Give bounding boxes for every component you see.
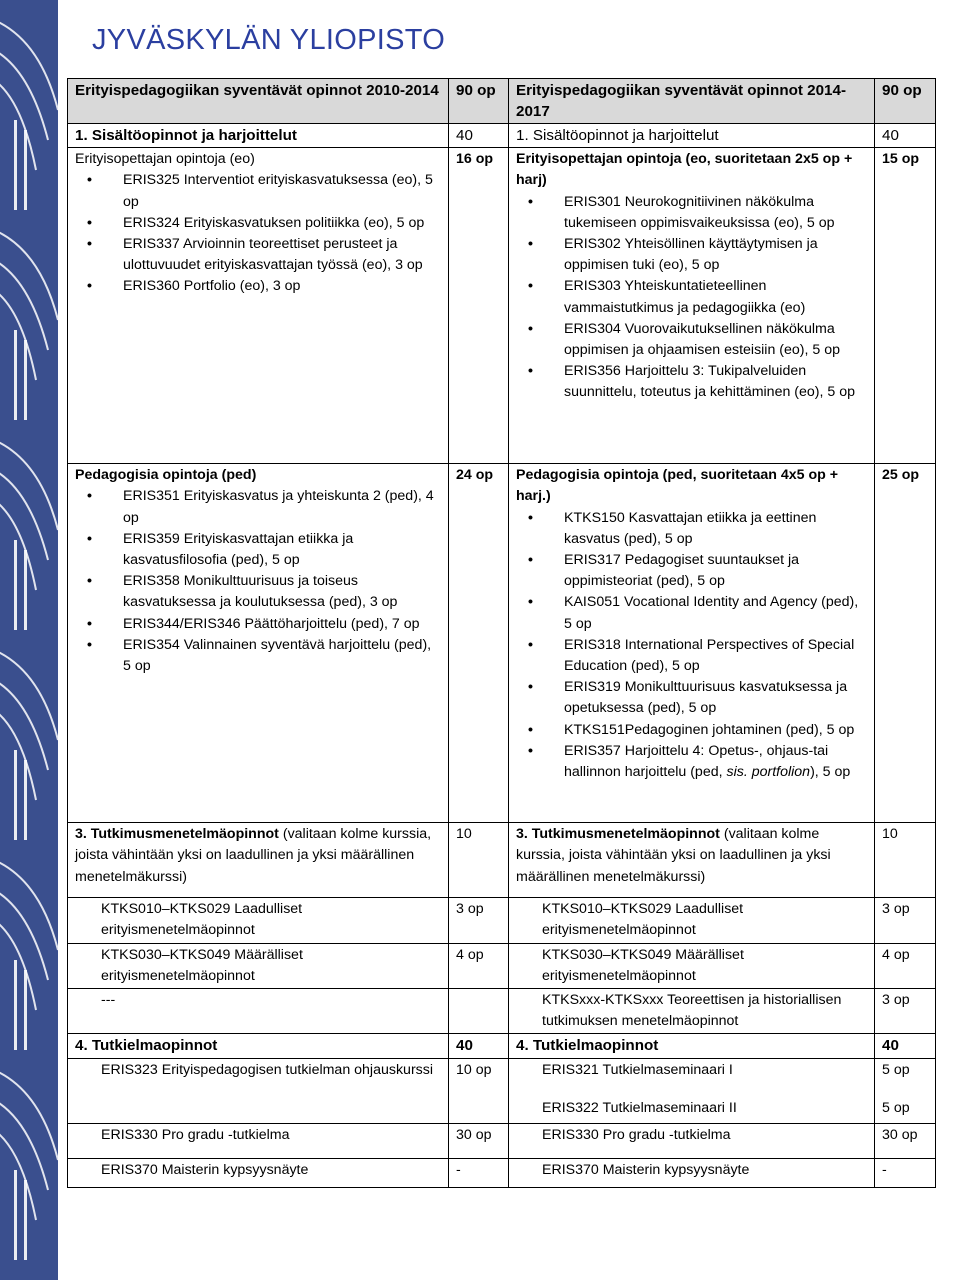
method-left-name: KTKS030–KTKS049 Määrälliset erityismenetelmäopinnot [101, 946, 303, 984]
thesis-left-cell [68, 1123, 449, 1158]
list-item: • ERIS337 Arvioinnin teoreettiset perusteet ja ulottuvuudet erityiskasvattajan työssä (eo), 3 op [123, 234, 441, 276]
thesis-left-name: ERIS330 Pro gradu -tutkielma [101, 1126, 290, 1143]
ped-left-cell [68, 464, 449, 823]
thesis-left-name: ERIS370 Maisterin kypsyysnäyte [101, 1161, 309, 1178]
left-total-credits: 90 op [449, 79, 509, 124]
section1-right-credits: 40 [875, 124, 936, 148]
section4-right-credits: 40 [875, 1034, 936, 1058]
eo-right-credits: 15 op [875, 148, 936, 464]
list-item [564, 741, 867, 783]
thesis-right-name: ERIS370 Maisterin kypsyysnäyte [542, 1161, 750, 1178]
section4-left-title: 4. Tutkielmaopinnot [68, 1034, 449, 1058]
list-item: • ERIS354 Valinnainen syventävä harjoittelu (ped), 5 op [123, 635, 441, 677]
method-left-credits: 4 op [449, 943, 509, 988]
right-total-credits: 90 op [875, 79, 936, 124]
method-right-name: KTKSxxx-KTKSxxx Teoreettisen ja historiallisen tutkimuksen menetelmäopinnot [542, 992, 842, 1030]
method-right-name: KTKS010–KTKS029 Laadulliset erityismenetelmäopinnot [542, 901, 744, 939]
thesis-right-credits: 5 op [882, 1061, 910, 1078]
section1-row [68, 124, 936, 148]
right-curriculum-title: Erityispedagogiikan syventävät opinnot 2014-2017 [509, 79, 875, 124]
method-row [68, 898, 936, 943]
section3-left-credits: 10 [449, 823, 509, 898]
eo-left-cell [68, 148, 449, 464]
list-item: • KTKS151Pedagoginen johtaminen (ped), 5 op [564, 720, 867, 741]
section4-right-title: 4. Tutkielmaopinnot [509, 1034, 875, 1058]
thesis-right-cell [509, 1058, 875, 1123]
section4-left-credits: 40 [449, 1034, 509, 1058]
list-item: • ERIS324 Erityiskasvatuksen politiikka (eo), 5 op [123, 213, 441, 234]
item-text: ), 5 op [810, 764, 851, 781]
ped-row [68, 464, 936, 823]
list-item: • ERIS304 Vuorovaikutuksellinen näkökulma oppimisen ja ohjaamisen esteisiin (eo), 5 op [564, 319, 867, 361]
method-left-cell [68, 898, 449, 943]
list-item: • ERIS317 Pedagogiset suuntaukset ja oppimisteoriat (ped), 5 op [564, 550, 867, 592]
university-name: JYVÄSKYLÄN YLIOPISTO [92, 24, 446, 56]
method-right-cell [509, 989, 875, 1034]
ped-right-cell [509, 464, 875, 823]
eo-row [68, 148, 936, 464]
decorative-sidebar [0, 0, 58, 1280]
method-right-credits: 3 op [875, 989, 936, 1034]
ped-left-list [75, 486, 441, 677]
list-item: • ERIS303 Yhteiskuntatieteellinen vammaistutkimus ja pedagogiikka (eo) [564, 276, 867, 318]
curriculum-table [67, 78, 936, 1188]
section4-row [68, 1034, 936, 1058]
section3-left-title: 3. Tutkimusmenetelmäopinnot [75, 826, 279, 843]
thesis-right-credits: 30 op [875, 1123, 936, 1158]
item-italic-text: sis. portfolion [726, 764, 811, 781]
thesis-right-name: ERIS321 Tutkielmaseminaari I [542, 1061, 733, 1078]
method-right-cell [509, 943, 875, 988]
thesis-right-name: ERIS330 Pro gradu -tutkielma [542, 1126, 731, 1143]
section3-right-description: (valitaan kolme kurssia, joista vähintään yksi on laadullinen ja yksi määrällinen menetelmäkurssi) [516, 826, 831, 885]
method-right-credits: 4 op [875, 943, 936, 988]
method-left-name: KTKS010–KTKS029 Laadulliset erityismenetelmäopinnot [101, 901, 303, 939]
section3-right-cell [509, 823, 875, 898]
section3-left-description: (valitaan kolme kurssia, joista vähintään yksi on laadullinen ja yksi määrällinen menetelmäkurssi) [75, 826, 432, 885]
thesis-left-name: ERIS323 Erityispedagogisen tutkielman ohjauskurssi [101, 1061, 434, 1078]
method-left-credits [449, 989, 509, 1034]
ped-left-title: Pedagogisia opintoja (ped) [75, 467, 257, 484]
method-right-credits: 3 op [875, 898, 936, 943]
method-left-name: --- [101, 992, 116, 1009]
section3-left-cell [68, 823, 449, 898]
method-right-name: KTKS030–KTKS049 Määrälliset erityismenetelmäopinnot [542, 946, 744, 984]
section3-row [68, 823, 936, 898]
list-item: • ERIS325 Interventiot erityiskasvatuksessa (eo), 5 op [123, 170, 441, 212]
item-text: ERIS357 Harjoittelu 4: Opetus-, ohjaus-tai hallinnon harjoittelu (ped, [564, 742, 829, 781]
method-row [68, 943, 936, 988]
thesis-right-credits-2: 5 op [882, 1099, 910, 1116]
ped-left-credits: 24 op [449, 464, 509, 823]
thesis-right-name-2: ERIS322 Tutkielmaseminaari II [542, 1099, 737, 1116]
section1-left-credits: 40 [449, 124, 509, 148]
ped-right-credits: 25 op [875, 464, 936, 823]
method-left-cell [68, 943, 449, 988]
list-item: • ERIS319 Monikulttuurisuus kasvatuksessa ja opetuksessa (ped), 5 op [564, 677, 867, 719]
method-row [68, 989, 936, 1034]
list-item: • ERIS318 International Perspectives of Special Education (ped), 5 op [564, 635, 867, 677]
eo-left-title: Erityisopettajan opintoja (eo) [75, 151, 255, 168]
thesis-row [68, 1123, 936, 1158]
left-curriculum-title: Erityispedagogiikan syventävät opinnot 2010-2014 [68, 79, 449, 124]
thesis-left-credits: 10 op [449, 1058, 509, 1123]
list-item: • ERIS359 Erityiskasvattajan etiikka ja kasvatusfilosofia (ped), 5 op [123, 529, 441, 571]
thesis-left-credits: - [449, 1158, 509, 1187]
list-item: • ERIS302 Yhteisöllinen käyttäytymisen ja oppimisen tuki (eo), 5 op [564, 234, 867, 276]
eo-right-list [516, 192, 867, 404]
header-row [68, 79, 936, 124]
section1-left-title: 1. Sisältöopinnot ja harjoittelut [68, 124, 449, 148]
list-item: • ERIS301 Neurokognitiivinen näkökulma tukemiseen oppimisvaikeuksissa (eo), 5 op [564, 192, 867, 234]
section1-right-title: 1. Sisältöopinnot ja harjoittelut [509, 124, 875, 148]
ped-right-title: Pedagogisia opintoja (ped, suoritetaan 4x5 op + harj.) [516, 467, 839, 505]
eo-left-credits: 16 op [449, 148, 509, 464]
eo-left-list [75, 170, 441, 297]
list-item: • KAIS051 Vocational Identity and Agency (ped), 5 op [564, 592, 867, 634]
thesis-row [68, 1058, 936, 1123]
list-item: • ERIS351 Erityiskasvatus ja yhteiskunta 2 (ped), 4 op [123, 486, 441, 528]
section3-right-title: 3. Tutkimusmenetelmäopinnot [516, 826, 720, 843]
eo-right-title: Erityisopettajan opintoja (eo, suoritetaan 2x5 op + harj) [516, 151, 853, 189]
eo-right-cell [509, 148, 875, 464]
method-left-cell [68, 989, 449, 1034]
method-right-cell [509, 898, 875, 943]
thesis-right-cell [509, 1123, 875, 1158]
list-item: • ERIS344/ERIS346 Päättöharjoittelu (ped), 7 op [123, 614, 441, 635]
section3-right-credits: 10 [875, 823, 936, 898]
ped-right-list [516, 508, 867, 784]
thesis-right-credits-cell [875, 1058, 936, 1123]
list-item: • KTKS150 Kasvattajan etiikka ja eettinen kasvatus (ped), 5 op [564, 508, 867, 550]
thesis-row [68, 1158, 936, 1187]
thesis-right-credits: - [875, 1158, 936, 1187]
list-item: • ERIS356 Harjoittelu 3: Tukipalveluiden suunnittelu, toteutus ja kehittäminen (eo), 5 op [564, 361, 867, 403]
method-left-credits: 3 op [449, 898, 509, 943]
thesis-left-cell [68, 1058, 449, 1123]
thesis-right-cell [509, 1158, 875, 1187]
thesis-left-credits: 30 op [449, 1123, 509, 1158]
thesis-left-cell [68, 1158, 449, 1187]
list-item: • ERIS360 Portfolio (eo), 3 op [123, 276, 441, 297]
logo-pattern-icon [0, 0, 58, 1280]
list-item: • ERIS358 Monikulttuurisuus ja toiseus kasvatuksessa ja koulutuksessa (ped), 3 op [123, 571, 441, 613]
